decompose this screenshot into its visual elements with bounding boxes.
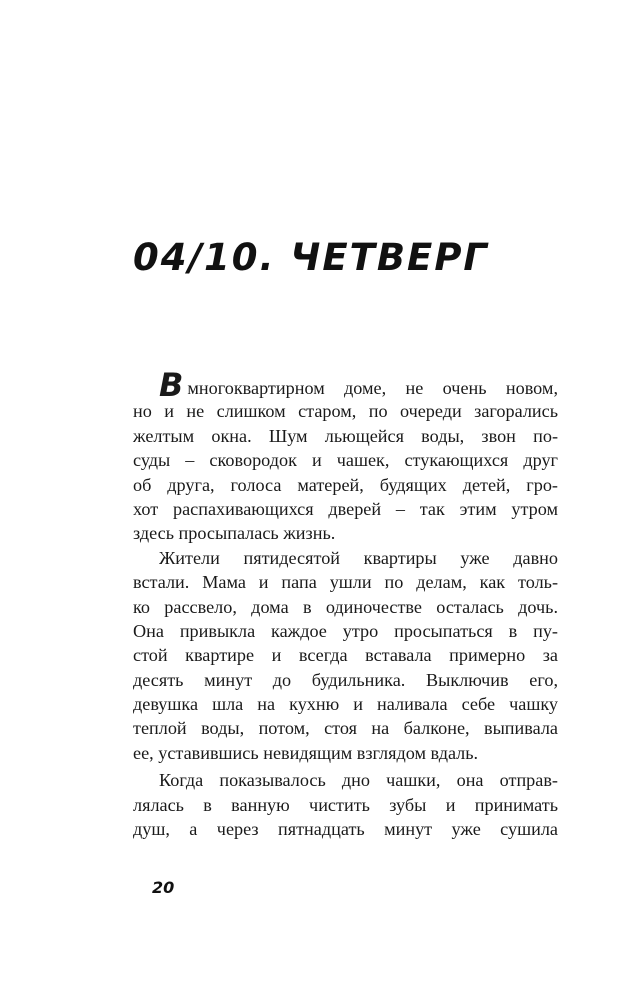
- chapter-title: 04/10. ЧЕТВЕРГ: [133, 236, 490, 279]
- text-line: желтым окна. Шум льющейся воды, звон по-: [133, 425, 558, 446]
- text-line: десять минут до будильника. Выключив его,: [133, 669, 558, 690]
- body-text: [133, 366, 558, 841]
- paragraph-1: [133, 366, 558, 546]
- drop-cap: В: [159, 366, 184, 404]
- page-number: 20: [152, 878, 175, 897]
- text-line: Она привыкла каждое утро просыпаться в пу-: [133, 620, 558, 641]
- text-line: девушка шла на кухню и наливала себе чашку: [133, 694, 558, 715]
- text-line: Когда показывалось дно чашки, она отправ-: [159, 770, 558, 791]
- first-line-text: многоквартирном доме, не очень новом,: [187, 378, 558, 398]
- text-line: теплой воды, потом, стоя на балконе, выпивала: [133, 718, 558, 739]
- text-line: лялась в ванную чистить зубы и принимать: [133, 794, 558, 815]
- text-line: хот распахивающихся дверей – так этим утром: [133, 498, 558, 519]
- paragraph-3: [133, 768, 558, 841]
- text-line: об друга, голоса матерей, будящих детей, гро-: [133, 474, 558, 495]
- text-line: здесь просыпалась жизнь.: [133, 523, 336, 544]
- text-line: встали. Мама и папа ушли по делам, как толь-: [133, 572, 558, 593]
- text-line: [133, 366, 558, 404]
- text-line: душ, а через пятнадцать минут уже сушила: [133, 819, 558, 840]
- text-line: Жители пятидесятой квартиры уже давно: [159, 547, 558, 568]
- text-line: ее, уставившись невидящим взглядом вдаль.: [133, 742, 479, 763]
- text-line: но и не слишком старом, по очереди загорались: [133, 401, 558, 422]
- text-line: суды – сковородок и чашек, стукающихся друг: [133, 450, 558, 471]
- text-line: стой квартире и всегда вставала примерно за: [133, 645, 558, 666]
- paragraph-2: [133, 546, 558, 766]
- text-line: ко рассвело, дома в одиночестве осталась дочь.: [133, 596, 558, 617]
